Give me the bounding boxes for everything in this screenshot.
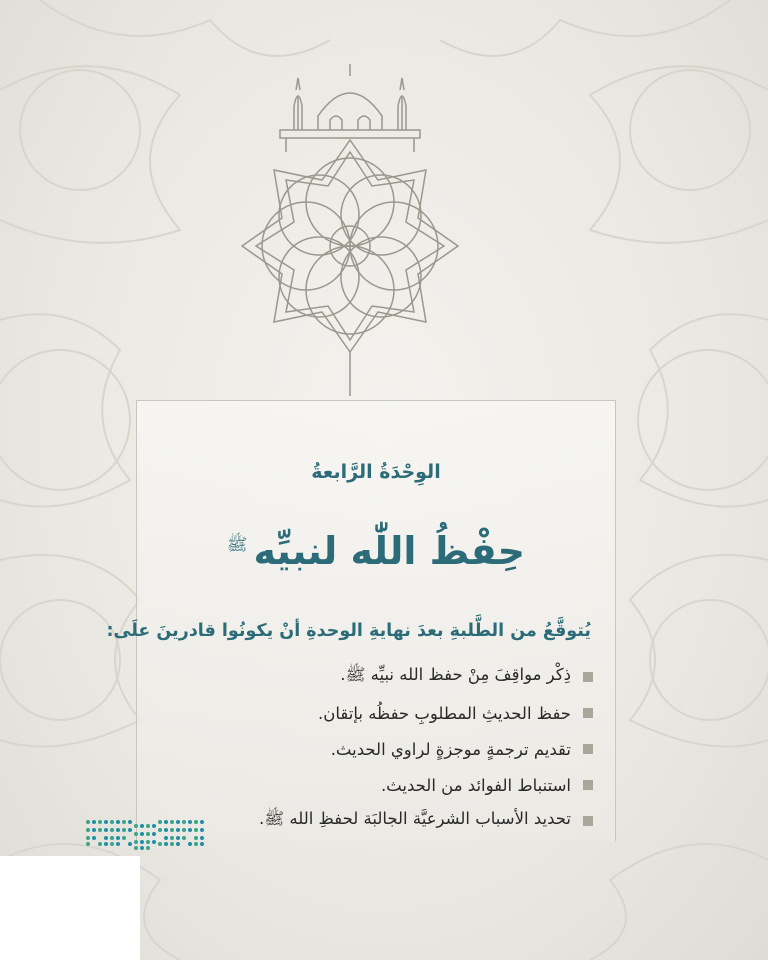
unit-title: [137, 529, 615, 573]
unit-intro-panel: [106, 400, 616, 841]
logo-dot: [152, 824, 156, 828]
square-bullet-icon: [583, 816, 593, 826]
logo-dot: [122, 836, 126, 840]
list-item: استنباط الفوائد من الحديث.: [147, 767, 593, 803]
list-item: ذِكْر مواقِفَ مِنْ حفظ الله نبيِّه ﷺ.: [147, 659, 593, 695]
list-item: حفظ الحديثِ المطلوبِ حفظُه بإتقان.: [147, 695, 593, 731]
logo-dot: [122, 820, 126, 824]
logo-dot: [200, 820, 204, 824]
logo-dot: [140, 840, 144, 844]
logo-dot: [128, 828, 132, 832]
logo-dot: [170, 820, 174, 824]
unit-number-label: الوِحْدَةُ الرَّابعةُ: [311, 461, 441, 483]
logo-dot: [188, 820, 192, 824]
logo-dot: [200, 836, 204, 840]
logo-dot: [146, 846, 150, 850]
logo-dot: [128, 820, 132, 824]
logo-dot: [92, 820, 96, 824]
logo-dot: [176, 828, 180, 832]
logo-dot: [158, 842, 162, 846]
logo-dot: [176, 836, 180, 840]
logo-dot: [182, 820, 186, 824]
logo-dot: [134, 824, 138, 828]
logo-dot: [170, 842, 174, 846]
logo-dot: [164, 842, 168, 846]
logo-dot: [182, 828, 186, 832]
logo-dot: [188, 842, 192, 846]
list-item: تحديد الأسباب الشرعيَّة الجالبَة لحفظِ الله ﷺ.: [147, 803, 593, 839]
logo-dot: [152, 832, 156, 836]
logo-dot: [164, 836, 168, 840]
logo-dot: [164, 828, 168, 832]
logo-dot: [86, 820, 90, 824]
logo-dot: [194, 828, 198, 832]
logo-dot: [86, 842, 90, 846]
logo-dot: [116, 836, 120, 840]
logo-dot: [128, 842, 132, 846]
logo-dot: [134, 846, 138, 850]
logo-dot: [158, 820, 162, 824]
ministry-logo: [84, 816, 208, 852]
logo-dot: [146, 824, 150, 828]
logo-dot: [104, 836, 108, 840]
logo-dot: [200, 828, 204, 832]
square-bullet-icon: [583, 780, 593, 790]
logo-dot: [140, 846, 144, 850]
logo-dot: [110, 820, 114, 824]
logo-dot: [116, 820, 120, 824]
logo-dot: [194, 820, 198, 824]
mosque-rosette-emblem: [200, 40, 500, 400]
logo-dot: [152, 840, 156, 844]
logo-dot: [182, 836, 186, 840]
logo-dot: [188, 828, 192, 832]
honorific-glyph: ﷺ: [226, 535, 248, 556]
logo-dot: [98, 828, 102, 832]
logo-dot: [194, 842, 198, 846]
logo-dot: [158, 828, 162, 832]
square-bullet-icon: [583, 708, 593, 718]
corner-blank-area: [0, 856, 140, 960]
logo-dot: [176, 842, 180, 846]
logo-dot: [104, 820, 108, 824]
logo-dot: [104, 828, 108, 832]
logo-dot: [86, 836, 90, 840]
unit-title-text: حِفْظُ اللّٰه لنبيِّه: [253, 529, 526, 573]
logo-dot: [110, 828, 114, 832]
logo-dot: [134, 840, 138, 844]
objectives-list: [147, 659, 593, 839]
logo-dot: [134, 832, 138, 836]
logo-dot: [104, 842, 108, 846]
logo-dot: [140, 824, 144, 828]
list-item: تقديم ترجمةٍ موجزةٍ لراوي الحديث.: [147, 731, 593, 767]
logo-dot: [170, 836, 174, 840]
logo-dot: [92, 836, 96, 840]
logo-dot: [110, 842, 114, 846]
logo-dot: [146, 840, 150, 844]
logo-dot: [164, 820, 168, 824]
logo-dot: [110, 836, 114, 840]
logo-dot: [122, 828, 126, 832]
logo-dot: [170, 828, 174, 832]
square-bullet-icon: [583, 672, 593, 682]
logo-dot: [86, 828, 90, 832]
logo-dot: [116, 828, 120, 832]
logo-dot: [98, 820, 102, 824]
logo-dot: [176, 820, 180, 824]
logo-dot: [146, 832, 150, 836]
logo-dot: [116, 842, 120, 846]
objectives-intro: يُتوقَّعُ من الطَّلبةِ بعدَ نهايةِ الوحدةِ أنْ يكونُوا قادرينَ علَى:: [106, 621, 591, 641]
logo-dot: [200, 842, 204, 846]
logo-dot: [140, 832, 144, 836]
logo-dot: [194, 836, 198, 840]
square-bullet-icon: [583, 744, 593, 754]
logo-dot: [92, 828, 96, 832]
logo-dot: [98, 842, 102, 846]
